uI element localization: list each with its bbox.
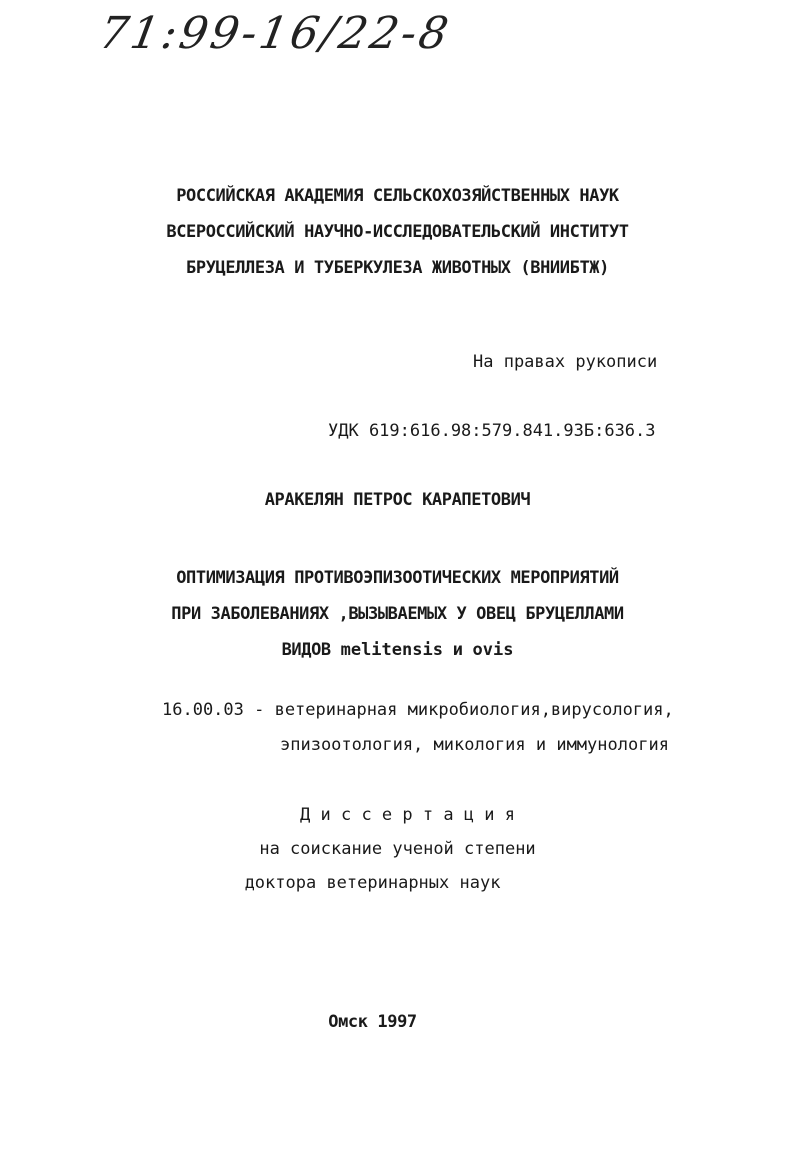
dissertation-title [0,560,795,668]
header-line-1: РОССИЙСКАЯ АКАДЕМИЯ СЕЛЬСКОХОЗЯЙСТВЕННЫХ НАУК [176,186,619,206]
author-name: АРАКЕЛЯН ПЕТРОС КАРАПЕТОВИЧ [264,490,531,510]
place-year: Омск 1997 [328,1012,417,1032]
dissertation-degree-name: доктора ветеринарных наук [244,873,501,893]
title-prefix: ВИДОВ [281,640,331,660]
dissertation-degree-line: на соискание ученой степени [259,839,536,859]
header-line-3: БРУЦЕЛЛЕЗА И ТУБЕРКУЛЕЗА ЖИВОТНЫХ (ВНИИБТЖ) [186,258,609,278]
manuscript-rights: На правах рукописи [473,352,658,372]
title-line-1: ОПТИМИЗАЦИЯ ПРОТИВОЭПИЗООТИЧЕСКИХ МЕРОПРИЯТИЙ [176,568,619,588]
title-conjunction: и [452,640,463,660]
institution-header [0,178,795,286]
title-line-2: ПРИ ЗАБОЛЕВАНИЯХ ,ВЫЗЫВАЕМЫХ У ОВЕЦ БРУЦЕЛЛАМИ [171,604,624,624]
specialty-line-1: 16.00.03 - ветеринарная микробиология,вирусология, [162,700,674,720]
species-melitensis: melitensis [340,640,443,660]
header-line-2: ВСЕРОССИЙСКИЙ НАУЧНО-ИССЛЕДОВАТЕЛЬСКИЙ ИНСТИТУТ [166,222,629,242]
species-ovis: ovis [472,640,514,660]
title-line-3 [0,632,795,668]
specialty-line-2: эпизоотология, микология и иммунология [280,735,669,755]
udc-code: УДК 619:616.98:579.841.93Б:636.3 [328,421,656,441]
dissertation-label: Д и с с е р т а ц и я [300,805,515,825]
handwritten-note: 71:99-16/22-8 [95,8,455,59]
